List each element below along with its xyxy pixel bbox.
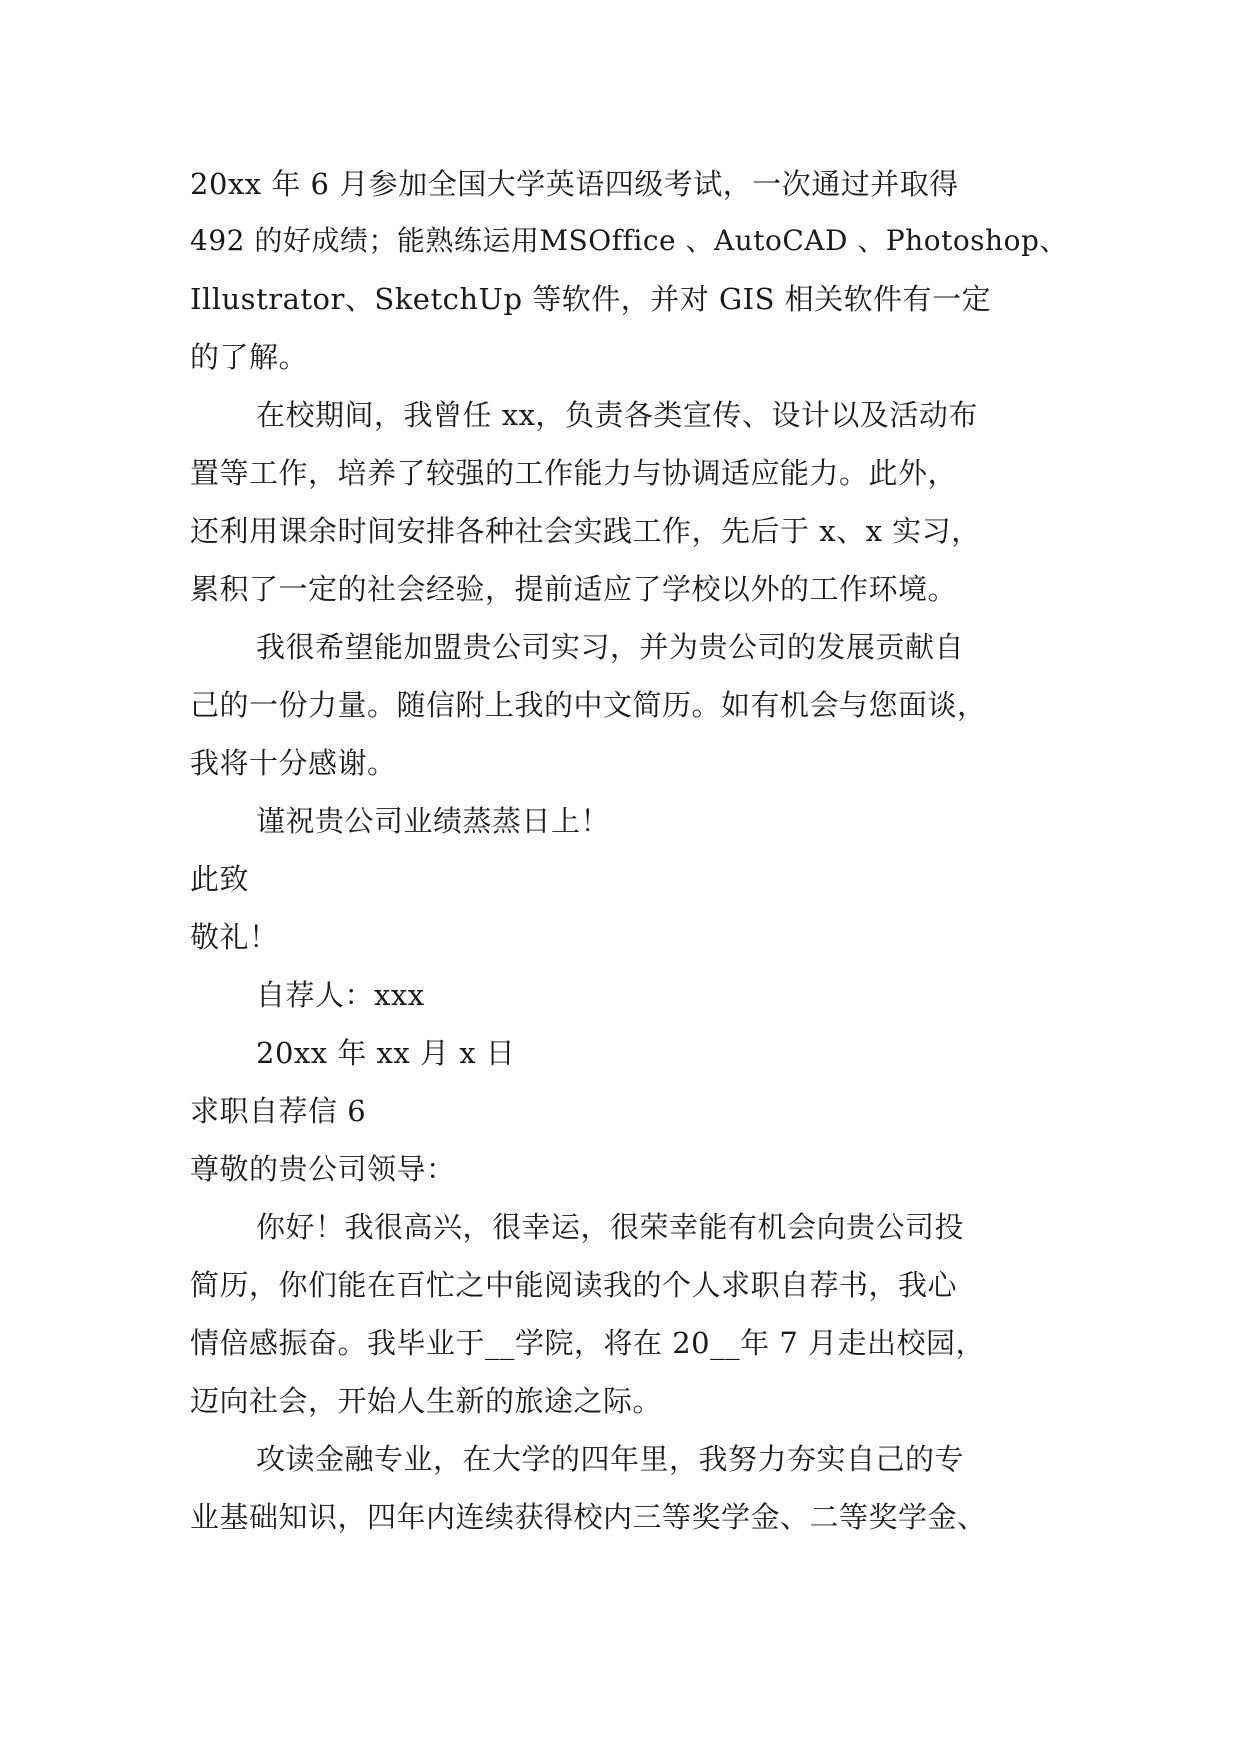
signature: 自荐人：xxx (256, 978, 425, 1012)
paragraph-start-line: 在校期间，我曾任 xx，负责各类宣传、设计以及活动布 (256, 398, 978, 432)
text-line: 置等工作，培养了较强的工作能力与协调适应能力。此外， (190, 456, 958, 490)
text-line: 我将十分感谢。 (190, 746, 397, 780)
closing-wish: 谨祝贵公司业绩蒸蒸日上！ (256, 804, 611, 838)
text-line: Illustrator、SketchUp 等软件，并对 GIS 相关软件有一定 (190, 282, 992, 316)
text-line: 业基础知识，四年内连续获得校内三等奖学金、二等奖学金、 (190, 1500, 987, 1534)
text-line: 20xx 年 6 月参加全国大学英语四级考试，一次通过并取得 (190, 167, 959, 201)
text-line: 情倍感振奋。我毕业于__学院，将在 20__年 7 月走出校园， (190, 1326, 986, 1360)
greeting: 尊敬的贵公司领导： (190, 1152, 456, 1186)
text-line: 迈向社会，开始人生新的旅途之际。 (190, 1384, 663, 1418)
text-line: 己的一份力量。随信附上我的中文简历。如有机会与您面谈， (190, 688, 987, 722)
paragraph-start-line: 我很希望能加盟贵公司实习，并为贵公司的发展贡献自 (256, 630, 965, 664)
section-heading: 求职自荐信 6 (190, 1094, 367, 1128)
text-line: 的了解。 (190, 340, 309, 374)
text-line: 累积了一定的社会经验，提前适应了学校以外的工作环境。 (190, 572, 958, 606)
text-line: 还利用课余时间安排各种社会实践工作，先后于 x、x 实习， (190, 514, 981, 548)
date-line: 20xx 年 xx 月 x 日 (256, 1036, 516, 1070)
paragraph-start-line: 你好！我很高兴，很幸运，很荣幸能有机会向贵公司投 (256, 1210, 965, 1244)
salutation-close: 此致 (190, 862, 250, 896)
text-line: 简历，你们能在百忙之中能阅读我的个人求职自荐书，我心 (190, 1268, 958, 1302)
paragraph-start-line: 攻读金融专业，在大学的四年里，我努力夯实自己的专 (256, 1442, 965, 1476)
text-line: 492 的好成绩；能熟练运用MSOffice 、AutoCAD 、Photoshop、 (190, 224, 1068, 257)
salutation-regards: 敬礼！ (190, 920, 279, 954)
